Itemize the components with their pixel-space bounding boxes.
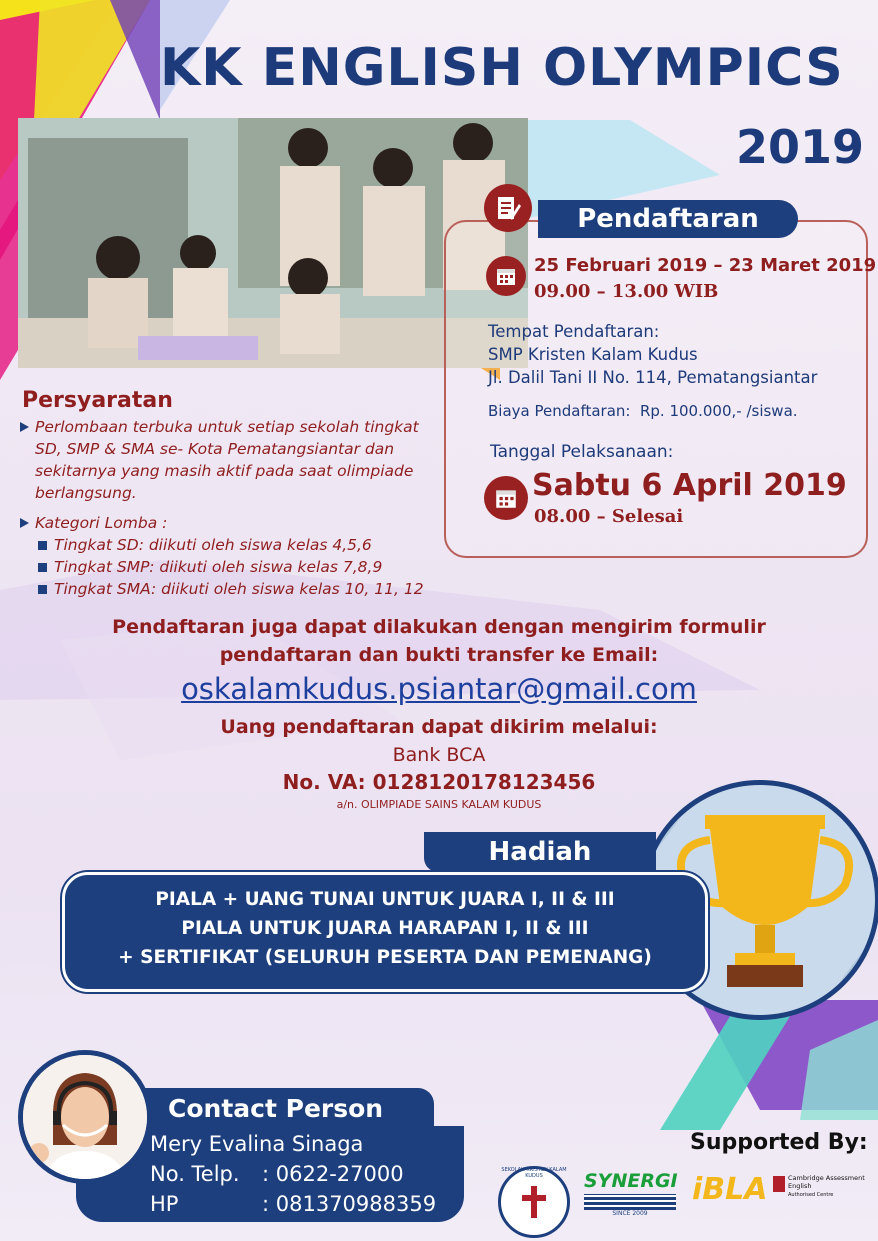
contact-name: Mery Evalina Sinaga (150, 1132, 364, 1156)
cambridge-shield-icon (773, 1176, 785, 1192)
ibla-logo (692, 1172, 868, 1212)
event-time: 08.00 – Selesai (534, 506, 684, 527)
ibla-logo-text: iBLA (692, 1172, 768, 1207)
transfer-label: Uang pendaftaran dapat dikirim melalui: (220, 716, 658, 738)
requirements-heading: Persyaratan (22, 388, 173, 413)
email-link[interactable]: oskalamkudus.psiantar@gmail.com (181, 672, 697, 706)
event-label: Tanggal Pelaksanaan: (490, 442, 674, 462)
virtual-account: No. VA: 0128120178123456 (282, 770, 596, 794)
form-icon (484, 184, 532, 232)
requirement-line: sekitarnya yang masih aktif pada saat olimpiade (35, 462, 414, 480)
requirement-line: berlangsung. (35, 484, 137, 502)
synergi-logo-text: SYNERGI (584, 1170, 678, 1192)
requirement-line: Perlombaan terbuka untuk setiap sekolah tingkat (35, 418, 419, 436)
requirement-line: SD, SMP & SMA se- Kota Pematangsiantar dan (35, 440, 395, 458)
arrow-bullet-icon (20, 422, 29, 432)
hp-number[interactable]: : 081370988359 (262, 1192, 437, 1216)
contact-heading: Contact Person (144, 1088, 434, 1130)
calendar-icon (484, 476, 528, 520)
cambridge-text-3: Authorised Centre (788, 1192, 834, 1198)
bank-name: Bank BCA (392, 744, 486, 766)
square-bullet-icon (38, 541, 47, 550)
registration-fee: Biaya Pendaftaran: Rp. 100.000,- /siswa. (488, 402, 798, 420)
category-item: Tingkat SMA: diikuti oleh siswa kelas 10, 11, 12 (54, 580, 424, 598)
square-bullet-icon (38, 585, 47, 594)
calendar-icon (486, 256, 526, 296)
category-item: Tingkat SD: diikuti oleh siswa kelas 4,5,6 (54, 536, 372, 554)
place-label: Tempat Pendaftaran: (488, 322, 660, 341)
registration-hours: 09.00 – 13.00 WIB (534, 281, 719, 302)
category-label: Kategori Lomba : (35, 514, 168, 532)
prize-heading: Hadiah (424, 832, 656, 872)
page-title: KK ENGLISH OLYMPICS (160, 38, 844, 98)
requirements-text (20, 416, 450, 600)
prize-line-1: PIALA + UANG TUNAI UNTUK JUARA I, II & III (155, 889, 615, 910)
square-bullet-icon (38, 563, 47, 572)
cambridge-text-1: Cambridge Assessment (788, 1174, 865, 1182)
email-instruction-line1: Pendaftaran juga dapat dilakukan dengan mengirim formulir (112, 616, 766, 638)
event-date: Sabtu 6 April 2019 (532, 468, 847, 503)
category-item: Tingkat SMP: diikuti oleh siswa kelas 7,8,9 (54, 558, 383, 576)
school-logo (498, 1166, 570, 1238)
synergi-logo (584, 1170, 676, 1226)
title-year: 2019 (735, 120, 864, 174)
school-logo-text: SEKOLAH KRISTEN KALAM KUDUS (501, 1167, 567, 1179)
prize-box (62, 872, 708, 992)
registration-dates: 25 Februari 2019 – 23 Maret 2019 (534, 255, 877, 276)
place-name: SMP Kristen Kalam Kudus (488, 345, 698, 364)
supported-by-label: Supported By: (690, 1130, 868, 1155)
phone-label: No. Telp. (150, 1162, 240, 1186)
email-instruction-line2: pendaftaran dan bukti transfer ke Email: (219, 644, 659, 666)
registration-heading: Pendaftaran (538, 200, 798, 238)
place-address: Jl. Dalil Tani II No. 114, Pematangsiantar (488, 368, 818, 387)
prize-line-3: + SERTIFIKAT (SELURUH PESERTA DAN PEMENANG) (118, 947, 652, 968)
arrow-bullet-icon (20, 518, 29, 528)
synergi-logo-sub: SINCE 2009 (612, 1210, 648, 1217)
cambridge-text-2: English (788, 1182, 812, 1190)
contact-avatar (18, 1050, 152, 1184)
phone-number[interactable]: : 0622-27000 (262, 1162, 404, 1186)
account-name: a/n. OLIMPIADE SAINS KALAM KUDUS (336, 798, 542, 811)
prize-line-2: PIALA UNTUK JUARA HARAPAN I, II & III (181, 918, 589, 939)
hp-label: HP (150, 1192, 179, 1216)
